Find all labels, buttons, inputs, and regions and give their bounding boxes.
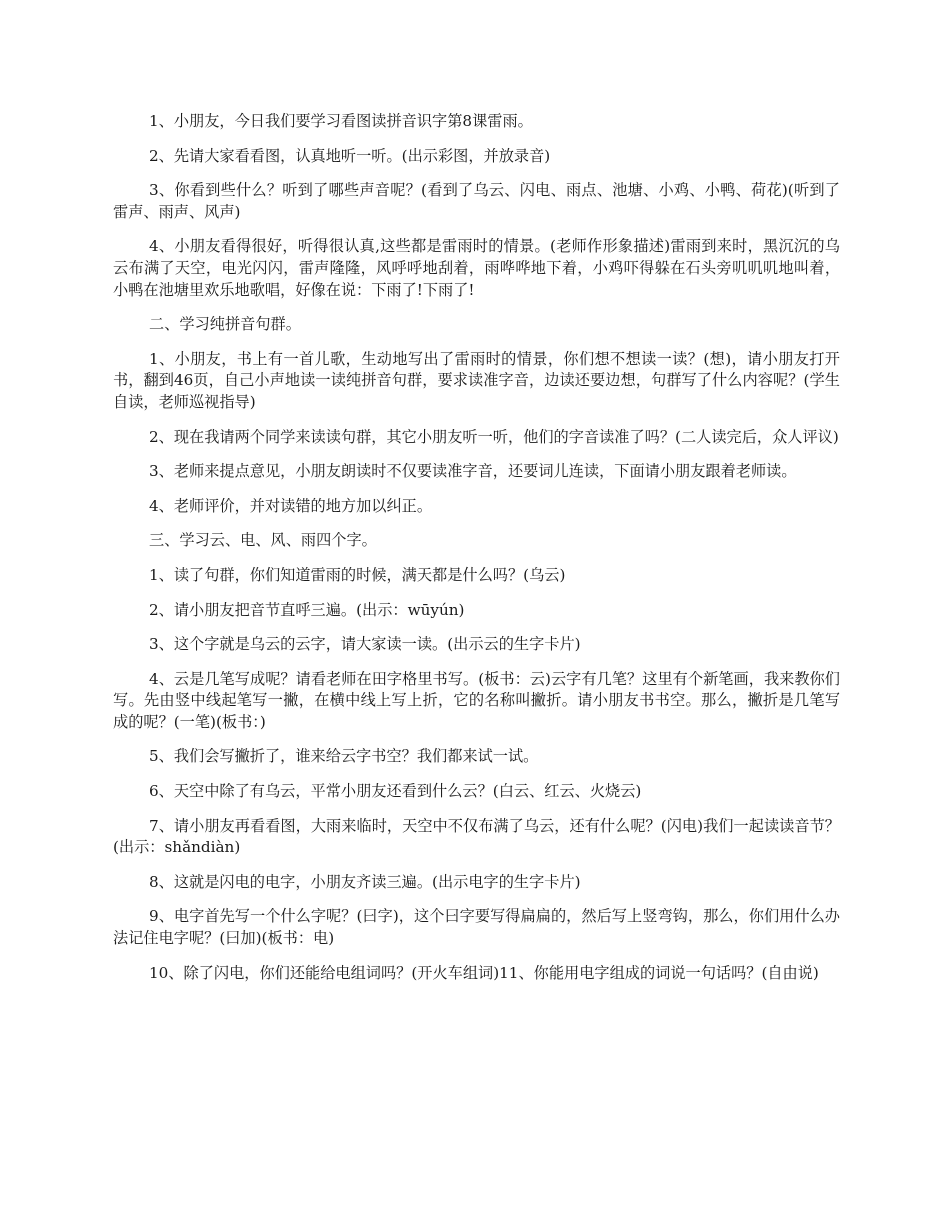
section-heading: 三、学习云、电、风、雨四个字。 <box>149 531 377 550</box>
paragraph: 9、电字首先写一个什么字呢？(曰字)，这个曰字要写得扁扁的，然后写上竖弯钩，那么，你们用什么办法记住电字呢？(曰加)(板书：电) <box>113 907 840 948</box>
paragraph: 8、这就是闪电的电字，小朋友齐读三遍。(出示电字的生字卡片) <box>149 872 581 891</box>
paragraph: 3、老师来提点意见，小朋友朗读时不仅要读准字音，还要词儿连读，下面请小朋友跟着老师读。 <box>149 462 797 481</box>
document-body <box>113 111 840 997</box>
paragraph: 1、小朋友，书上有一首儿歌，生动地写出了雷雨时的情景，你们想不想读一读？(想)，请小朋友打开书，翻到46页，自己小声地读一读纯拼音句群，要求读准字音，边读还要边想，句群写了什么内容呢？(学生自读，老师巡视指导) <box>113 349 840 411</box>
paragraph: 2、请小朋友把音节直呼三遍。(出示：wūyún) <box>149 600 465 619</box>
paragraph: 1、读了句群，你们知道雷雨的时候，满天都是什么吗？(乌云) <box>149 565 566 584</box>
paragraph: 1、小朋友，今日我们要学习看图读拼音识字第8课雷雨。 <box>149 112 533 130</box>
paragraph: 10、除了闪电，你们还能给电组词吗？(开火车组词)11、你能用电字组成的词说一句话吗？(自由说) <box>149 963 819 982</box>
paragraph: 2、现在我请两个同学来读读句群，其它小朋友听一听，他们的字音读准了吗？(二人读完后，众人评议) <box>149 427 839 446</box>
paragraph: 7、请小朋友再看看图，大雨来临时，天空中不仅布满了乌云，还有什么呢？(闪电)我们一起读读音节？(出示：shǎndiàn) <box>113 816 840 857</box>
paragraph: 3、你看到些什么？听到了哪些声音呢？(看到了乌云、闪电、雨点、池塘、小鸡、小鸭、荷花)(听到了雷声、雨声、风声) <box>113 181 840 221</box>
paragraph: 2、先请大家看看图，认真地听一听。(出示彩图，并放录音) <box>149 146 551 165</box>
paragraph: 5、我们会写撇折了，谁来给云字书空？我们都来试一试。 <box>149 747 539 766</box>
paragraph: 4、老师评价，并对读错的地方加以纠正。 <box>149 496 433 515</box>
paragraph: 4、小朋友看得很好，听得很认真,这些都是雷雨时的情景。(老师作形象描述)雷雨到来时，黑沉沉的乌云布满了天空，电光闪闪，雷声隆隆，风呼呼地刮着，雨哗哗地下着，小鸡吓得躲在石头旁叽叽叽地叫着，小鸭在池塘里欢乐地歌唱，好像在说：下雨了!下雨了! <box>113 237 840 299</box>
paragraph: 4、云是几笔写成呢？请看老师在田字格里书写。(板书：云)云字有几笔？这里有个新笔画，我来教你们写。先由竖中线起笔写一撇，在横中线上写上折，它的名称叫撇折。请小朋友书书空。那么，撇折是几笔写成的呢？(一笔)(板书：) <box>113 669 840 731</box>
paragraph: 3、这个字就是乌云的云字，请大家读一读。(出示云的生字卡片) <box>149 635 581 654</box>
section-heading: 二、学习纯拼音句群。 <box>149 315 301 334</box>
paragraph: 6、天空中除了有乌云，平常小朋友还看到什么云？(白云、红云、火烧云) <box>149 782 642 801</box>
